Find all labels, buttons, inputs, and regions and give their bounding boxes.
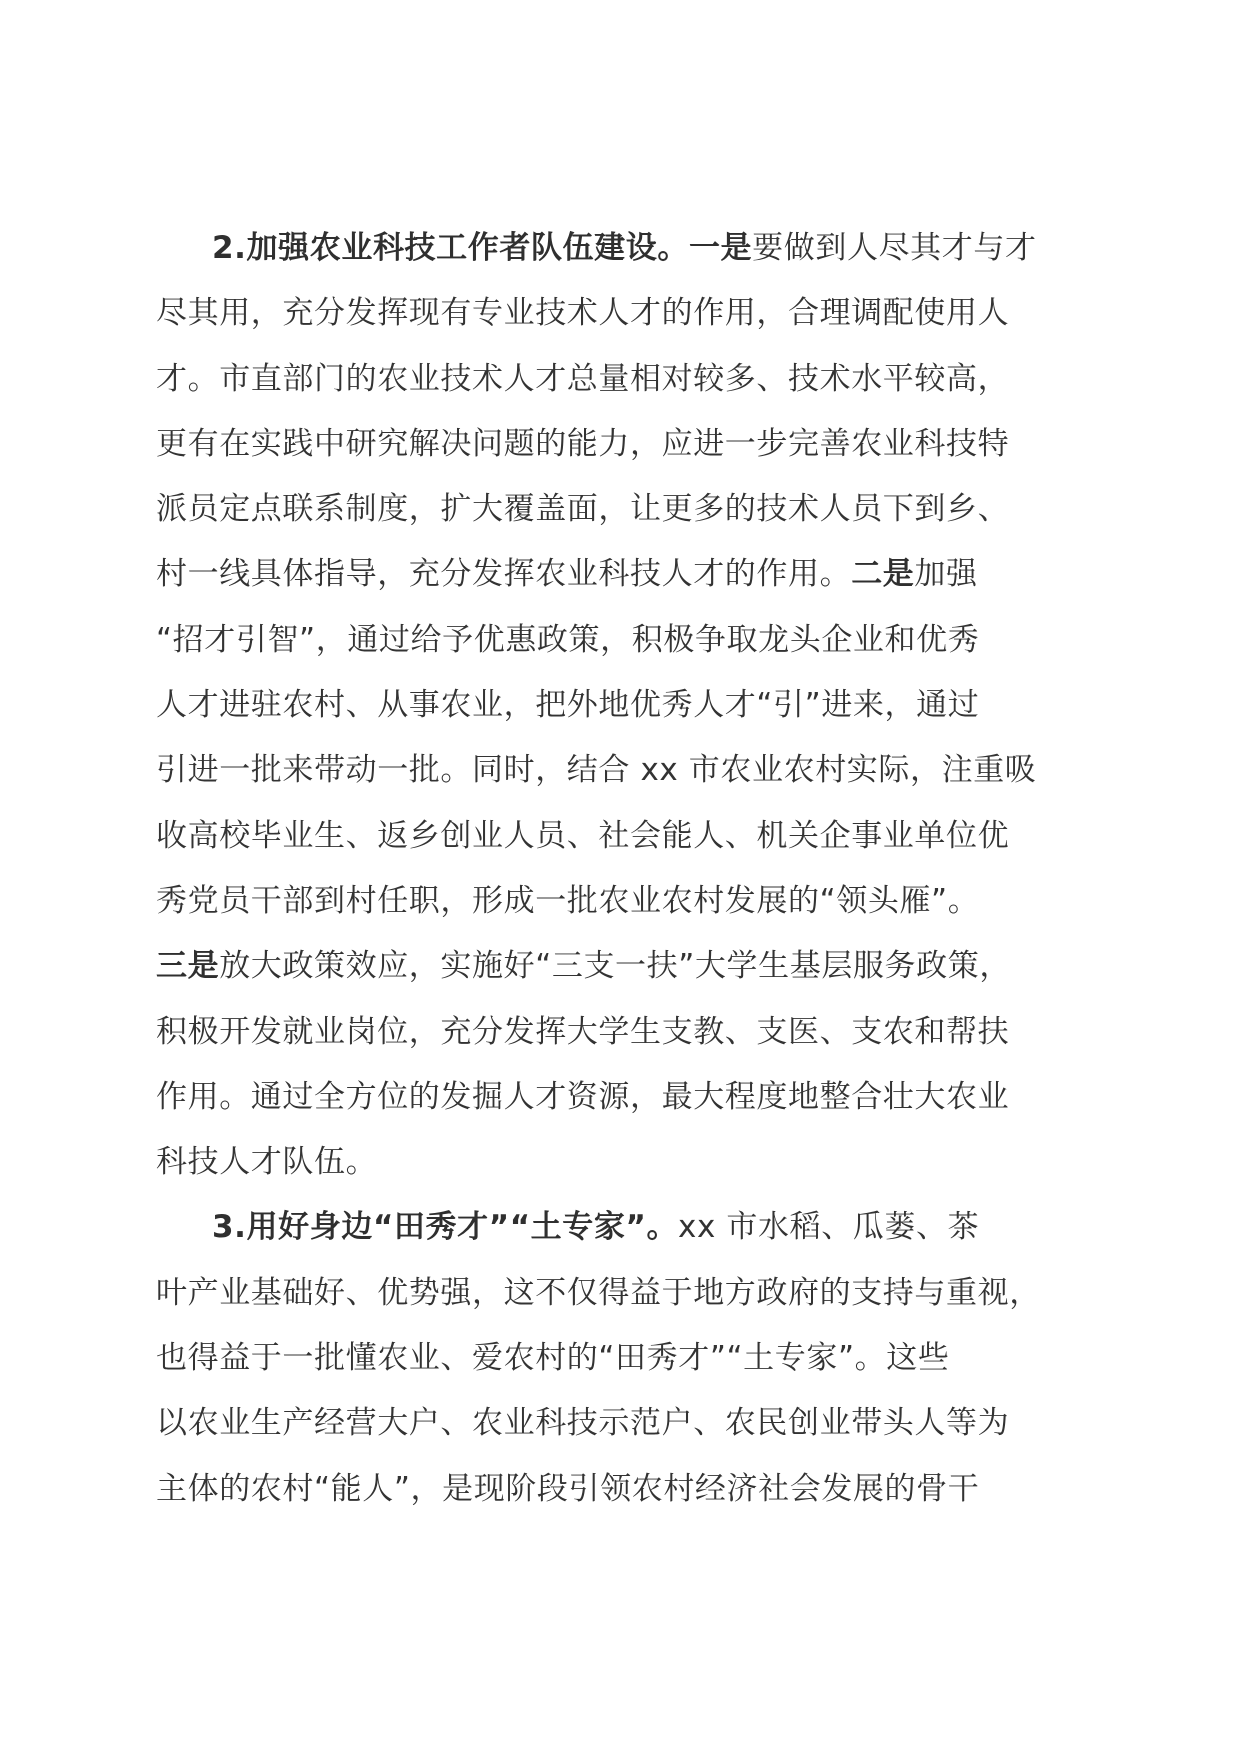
- text-line: [156, 1326, 1086, 1391]
- text-line: [156, 477, 1086, 542]
- text-line: [156, 1130, 1086, 1195]
- text-line: [156, 608, 1086, 673]
- point-marker: 二是: [851, 556, 915, 593]
- text-line: [156, 347, 1086, 412]
- text-run: 叶产业基础好、优势强，这不仅得益于地方政府的支持与重视，: [156, 1274, 1041, 1311]
- text-run: 收高校毕业生、返乡创业人员、社会能人、机关企事业单位优: [156, 817, 1010, 854]
- paragraph-3: [156, 1195, 1086, 1521]
- text-line: [156, 1261, 1086, 1326]
- text-line: [156, 216, 1086, 281]
- text-line: [156, 738, 1086, 803]
- text-line: [156, 542, 1086, 607]
- text-run: 放大政策效应，实施好“三支一扶”大学生基层服务政策，: [219, 948, 1011, 985]
- section-heading: 2.加强农业科技工作者队伍建设。: [212, 230, 689, 266]
- text-run: 村一线具体指导，充分发挥农业科技人才的作用。: [156, 556, 852, 593]
- text-run: 秀党员干部到村任职，形成一批农业农村发展的“领头雁”。: [156, 882, 980, 919]
- point-marker: 一是: [688, 230, 753, 266]
- text-run: 尽其用，充分发挥现有专业技术人才的作用，合理调配使用人: [156, 295, 1010, 332]
- point-marker: 三是: [156, 948, 220, 985]
- text-run: 主体的农村“能人”，是现阶段引领农村经济社会发展的骨干: [156, 1470, 980, 1507]
- text-run: “招才引智”，通过给予优惠政策，积极争取龙头企业和优秀: [156, 621, 980, 658]
- text-line: [156, 1000, 1086, 1065]
- text-run: 才。市直部门的农业技术人才总量相对较多、技术水平较高，: [156, 360, 1010, 397]
- text-run: xx 市水稻、瓜蒌、茶: [678, 1209, 980, 1246]
- text-run: 科技人才队伍。: [156, 1144, 378, 1181]
- text-run: 引进一批来带动一批。同时，结合 xx 市农业农村实际，注重吸: [156, 752, 1037, 789]
- text-run: 也得益于一批懂农业、爱农村的“田秀才”“土专家”。这些: [156, 1340, 950, 1377]
- text-line: [156, 1065, 1086, 1130]
- text-run: 积极开发就业岗位，充分发挥大学生支教、支医、支农和帮扶: [156, 1013, 1010, 1050]
- text-run: 作用。通过全方位的发掘人才资源，最大程度地整合壮大农业: [156, 1078, 1010, 1115]
- text-line: [156, 869, 1086, 934]
- text-line: [156, 1195, 1086, 1260]
- text-line: [156, 1391, 1086, 1456]
- text-run: 要做到人尽其才与才: [752, 230, 1037, 266]
- document-body: [156, 216, 1086, 1522]
- text-line: [156, 1457, 1086, 1522]
- text-line: [156, 804, 1086, 869]
- text-line: [156, 281, 1086, 346]
- text-line: [156, 412, 1086, 477]
- text-run: 以农业生产经营大户、农业科技示范户、农民创业带头人等为: [156, 1405, 1010, 1442]
- text-run: 加强: [914, 556, 978, 593]
- paragraph-2: [156, 216, 1086, 1195]
- section-heading: 3.用好身边“田秀才”“土专家”。: [212, 1209, 679, 1246]
- text-run: 更有在实践中研究解决问题的能力，应进一步完善农业科技特: [156, 425, 1010, 462]
- text-run: 派员定点联系制度，扩大覆盖面，让更多的技术人员下到乡、: [156, 491, 1010, 528]
- text-line: [156, 673, 1086, 738]
- text-line: [156, 934, 1086, 999]
- text-run: 人才进驻农村、从事农业，把外地优秀人才“引”进来，通过: [156, 687, 980, 724]
